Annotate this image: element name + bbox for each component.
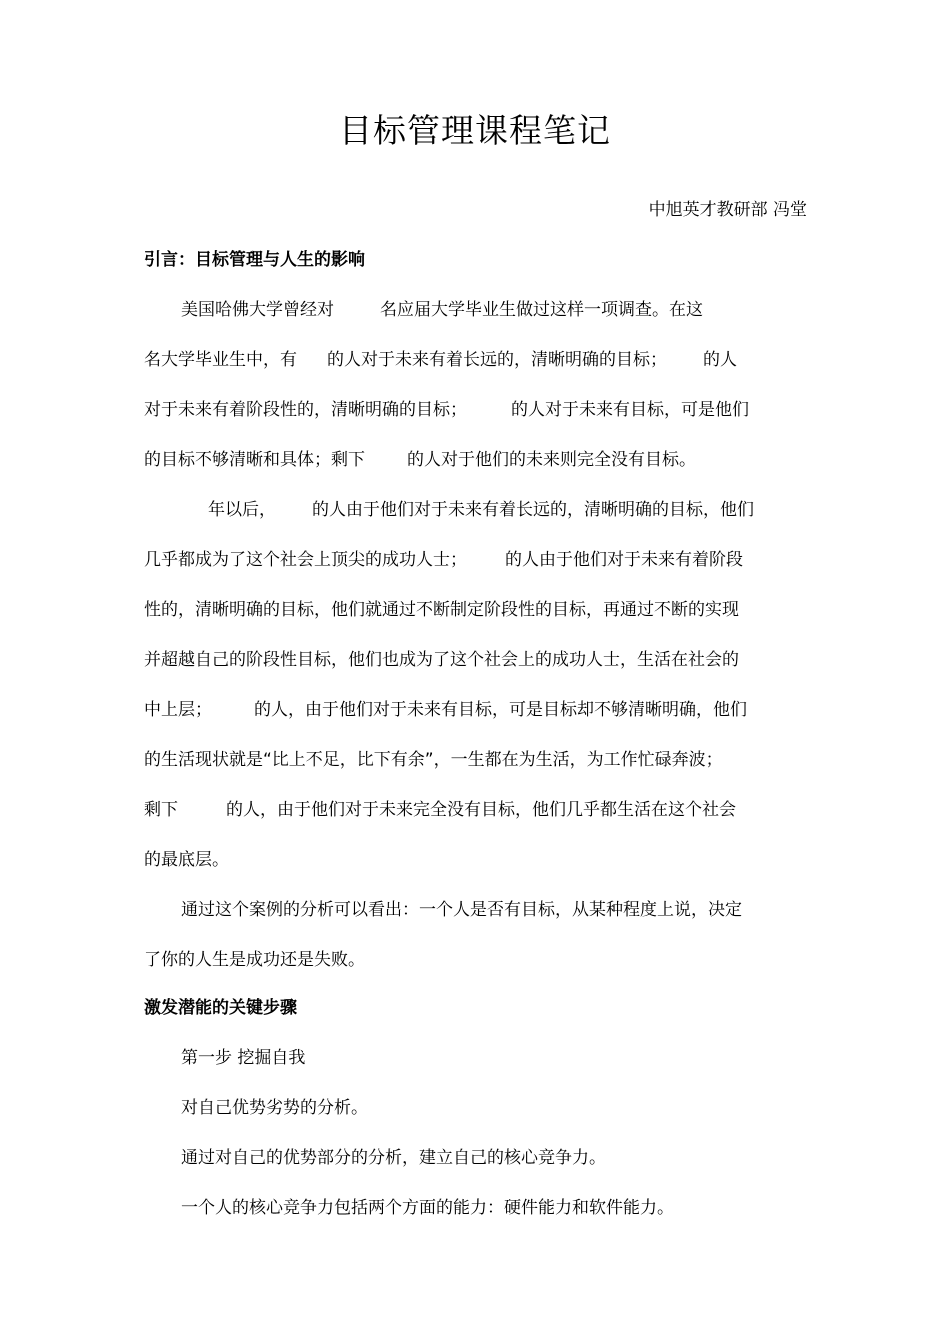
- paragraph-survey: [144, 285, 808, 485]
- text-line: 中上层； 的人，由于他们对于未来有目标，可是目标却不够清晰明确，他们: [144, 700, 747, 720]
- paragraph-results: [144, 485, 808, 885]
- text-line: 名大学毕业生中，有 的人对于未来有着长远的，清晰明确的目标； 的人: [144, 350, 737, 370]
- text-line: 年以后， 的人由于他们对于未来有着长远的，清晰明确的目标，他们: [208, 500, 754, 520]
- paragraph-conclusion: [144, 885, 808, 985]
- step-line: 一个人的核心竞争力包括两个方面的能力：硬件能力和软件能力。: [181, 1198, 674, 1218]
- section-heading-intro: 引言：目标管理与人生的影响: [144, 250, 365, 270]
- text-line: 对于未来有着阶段性的，清晰明确的目标； 的人对于未来有目标，可是他们: [144, 400, 749, 420]
- text-line: 的目标不够清晰和具体；剩下 的人对于他们的未来则完全没有目标。: [144, 450, 696, 470]
- section-heading-steps: 激发潜能的关键步骤: [144, 998, 297, 1018]
- step-line: 对自己优势劣势的分析。: [181, 1098, 368, 1118]
- text-line: 通过这个案例的分析可以看出：一个人是否有目标，从某种程度上说，决定: [181, 900, 742, 920]
- step-title: 第一步 挖掘自我: [181, 1048, 306, 1068]
- text-line: 了你的人生是成功还是失败。: [144, 950, 365, 970]
- page-title: 目标管理课程笔记: [339, 111, 611, 150]
- text-line: 的最底层。: [144, 850, 229, 870]
- text-line: 美国哈佛大学曾经对 名应届大学毕业生做过这样一项调查。在这: [181, 300, 703, 320]
- author-line: 中旭英才教研部 冯堂: [648, 200, 807, 220]
- step-line: 通过对自己的优势部分的分析，建立自己的核心竞争力。: [181, 1148, 606, 1168]
- text-line: 几乎都成为了这个社会上顶尖的成功人士； 的人由于他们对于未来有着阶段: [144, 550, 743, 570]
- text-line: 剩下 的人，由于他们对于未来完全没有目标，他们几乎都生活在这个社会: [144, 800, 736, 820]
- text-line: 并超越自己的阶段性目标，他们也成为了这个社会上的成功人士，生活在社会的: [144, 650, 739, 670]
- text-line: 性的，清晰明确的目标，他们就通过不断制定阶段性的目标，再通过不断的实现: [144, 600, 739, 620]
- text-line: 的生活现状就是“比上不足，比下有余”，一生都在为生活，为工作忙碌奔波；: [144, 750, 723, 770]
